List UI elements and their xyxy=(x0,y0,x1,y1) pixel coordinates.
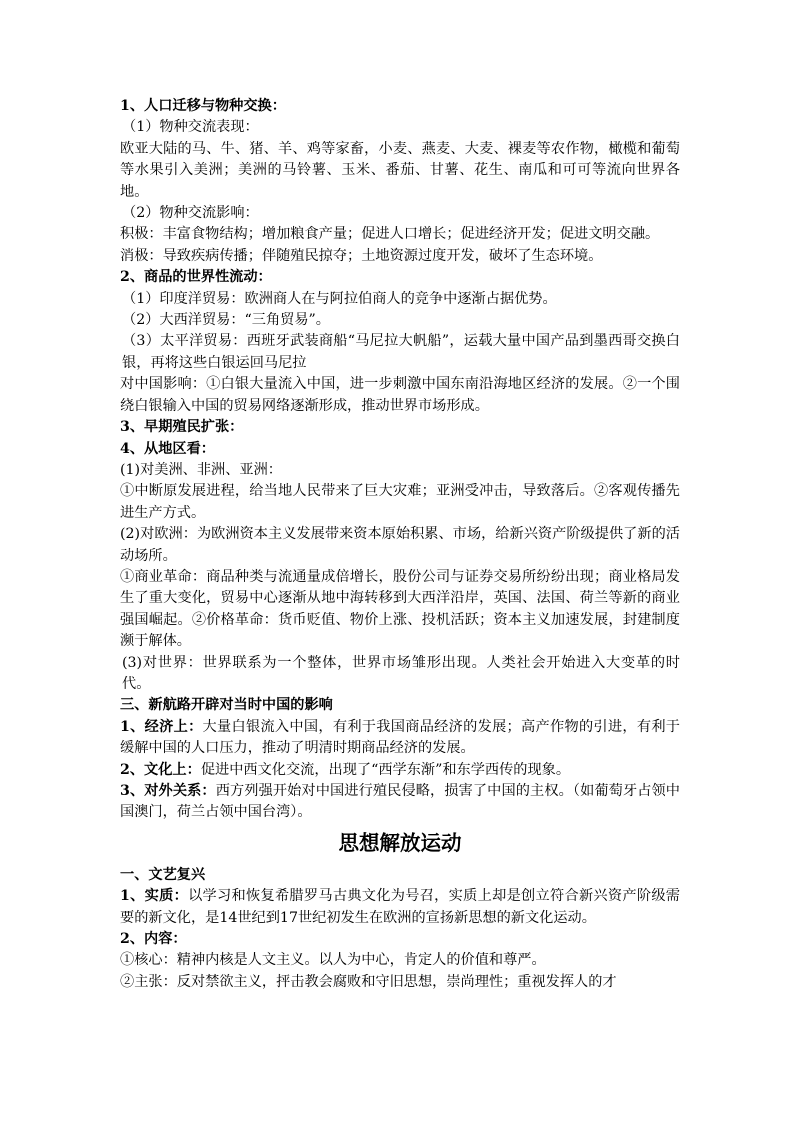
paragraph-economy xyxy=(120,717,680,760)
paragraph-claims: ②主张：反对禁欲主义，抨击教会腐败和守旧思想，崇尚理性；重视发挥人的才 xyxy=(120,973,617,990)
paragraph-essence xyxy=(120,886,680,929)
paragraph-world: (3)对世界：世界联系为一个整体，世界市场雏形出现。人类社会开始进入大变革的时代。 xyxy=(122,654,680,692)
section-heading-migration: 1、人口迁移与物种交换： xyxy=(120,98,286,114)
page-title: 思想解放运动 xyxy=(338,830,462,855)
label-essence: 1、实质： xyxy=(120,888,189,905)
label-foreign-relations: 3、对外关系： xyxy=(120,783,216,799)
label-economy: 1、经济上： xyxy=(120,718,203,735)
subheading-americas-africa-asia: (1)对美洲、非洲、亚洲： xyxy=(120,461,282,478)
paragraph-exchange-forms: 欧亚大陆的马、牛、猪、羊、鸡等家畜，小麦、燕麦、大麦、裸麦等农作物，橄榄和葡萄等水果引入美洲；美洲的马铃薯、玉米、番茄、甘薯、花生、南瓜和可可等流向世界各地。 xyxy=(120,140,680,200)
paragraph-americas-africa-asia: ①中断原发展进程，给当地人民带来了巨大灾难；亚洲受冲击，导致落后。②客观传播先进生产方式。 xyxy=(120,483,680,521)
document-page xyxy=(120,96,680,993)
subheading-exchange-effects: （2）物种交流影响： xyxy=(122,205,259,222)
paragraph-china-impact: 对中国影响：①白银大量流入中国，进一步刺激中国东南沿海地区经济的发展。②一个围绕白银输入中国的贸易网络逐渐形成，推动世界市场形成。 xyxy=(120,376,680,414)
section-heading-colonial-expansion: 3、早期殖民扩张： xyxy=(120,419,244,436)
item-atlantic-trade: （2）大西洋贸易：“三角贸易”。 xyxy=(122,312,330,329)
paragraph-positive-effects: 积极：丰富食物结构；增加粮食产量；促进人口增长；促进经济开发；促进文明交融。 xyxy=(120,226,660,243)
paragraph-culture xyxy=(120,760,680,781)
text-economy: 大量白银流入中国，有利于我国商品经济的发展；高产作物的引进，有利于缓解中国的人口压力，推动了明清时期商品经济的发展。 xyxy=(120,718,680,757)
paragraph-europe-revolutions: ①商业革命：商品种类与流通量成倍增长，股份公司与证券交易所纷纷出现；商业格局发生了重大变化，贸易中心逐渐从地中海转移到大西洋沿岸，英国、法国、荷兰等新的商业强国崛起。②价格革命：货币贬值、物价上涨、投机活跃；资本主义加速发展，封建制度濒于解体。 xyxy=(120,568,680,650)
section-heading-china-impact: 三、新航路开辟对当时中国的影响 xyxy=(120,697,333,714)
section-heading-commodity-flow: 2、商品的世界性流动： xyxy=(120,269,272,286)
paragraph-foreign-relations xyxy=(120,781,680,824)
section-heading-renaissance: 一、文艺复兴 xyxy=(120,866,206,883)
text-foreign-relations: 西方列强开始对中国进行殖民侵略，损害了中国的主权。（如葡萄牙占领中国澳门，荷兰占领中国台湾）。 xyxy=(120,783,680,821)
label-culture: 2、文化上： xyxy=(120,761,201,778)
paragraph-core: ①核心：精神内核是人文主义。以人为中心，肯定人的价值和尊严。 xyxy=(120,952,546,969)
text-essence: 以学习和恢复希腊罗马古典文化为号召，实质上却是创立符合新兴资产阶级需要的新文化，是14世纪到17世纪初发生在欧洲的宣扬新思想的新文化运动。 xyxy=(120,888,680,926)
paragraph-europe: (2)对欧洲：为欧洲资本主义发展带来资本原始积累、市场，给新兴资产阶级提供了新的活动场所。 xyxy=(120,526,680,564)
item-indian-ocean-trade: （1）印度洋贸易：欧洲商人在与阿拉伯商人的竞争中逐渐占据优势。 xyxy=(122,290,557,307)
paragraph-negative-effects: 消极：导致疾病传播；伴随殖民掠夺；土地资源过度开发，破坏了生态环境。 xyxy=(120,247,603,264)
text-culture: 促进中西文化交流，出现了“西学东渐”和东学西传的现象。 xyxy=(200,761,571,778)
item-pacific-trade: （3）太平洋贸易：西班牙武装商船“马尼拉大帆船”，运载大量中国产品到墨西哥交换白银，再将这些白银运回马尼拉 xyxy=(122,333,680,371)
subheading-content: 2、内容： xyxy=(120,931,187,948)
section-heading-by-region: 4、从地区看： xyxy=(120,440,215,457)
subheading-exchange-forms: （1）物种交流表现： xyxy=(122,119,259,136)
